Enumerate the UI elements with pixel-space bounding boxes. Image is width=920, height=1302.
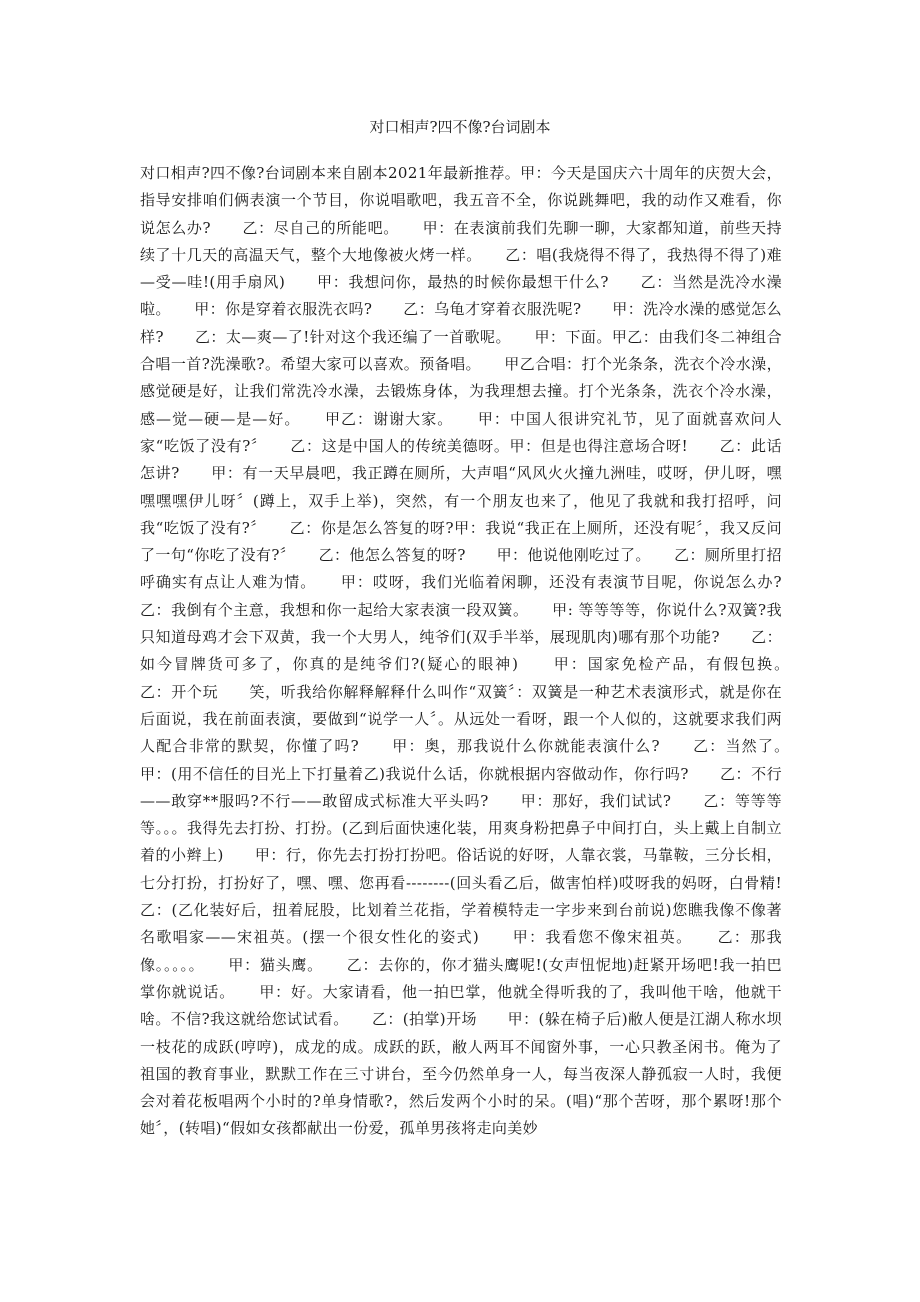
document-body	[140, 160, 813, 1143]
body-paragraph: 对口相声?四不像?台词剧本来自剧本2021年最新推荐。甲：今天是国庆六十周年的庆贺大会，指导安排咱们俩表演一个节目，你说唱歌吧，我五音不全，你说跳舞吧，我的动作又难看，你说怎么办? 乙：尽自己的所能吧。 甲：在表演前我们先聊一聊，大家都知道，前些天持续了十几天的高温天气，整个大地像被火烤一样。 乙：唱(我烧得不得了，我热得不得了)难—受—哇!(用手扇风) 甲：我想问你，最热的时候你最想干什么? 乙：当然是洗冷水澡啦。 甲：你是穿着衣服洗衣吗? 乙：乌龟才穿着衣服洗呢? 甲：洗冷水澡的感觉怎么样? 乙：太—爽—了!针对这个我还编了一首歌呢。 甲：下面。甲乙：由我们冬二神组合合唱一首?洗澡歌?。希望大家可以喜欢。预备唱。 甲乙合唱：打个光条条，洗衣个冷水澡，感觉硬是好，让我们常洗冷水澡，去锻炼身体，为我理想去撞。打个光条条，洗衣个冷水澡，感—觉—硬—是—好。 甲乙：谢谢大家。 甲：中国人很讲究礼节，见了面就喜欢问人家“吃饭了没有?〞 乙：这是中国人的传统美德呀。甲：但是也得注意场合呀! 乙：此话怎讲? 甲：有一天早晨吧，我正蹲在厕所，大声唱“风风火火撞九洲哇，哎呀，伊儿呀，嘿嘿嘿嘿伊儿呀〞(蹲上，双手上举)，突然，有一个朋友也来了，他见了我就和我打招呼，问我“吃饭了没有?〞 乙：你是怎么答复的呀?甲：我说“我正在上厕所，还没有呢〞，我又反问了一句“你吃了没有?〞 乙：他怎么答复的呀? 甲：他说他刚吃过了。 乙：厕所里打招呼确实有点让人难为情。 甲：哎呀，我们光临着闲聊，还没有表演节目呢，你说怎么办? 乙：我倒有个主意，我想和你一起给大家表演一段双簧。 甲: 等等等等，你说什么?双簧?我只知道母鸡才会下双黄，我一个大男人，纯爷们(双手半举，展现肌肉)哪有那个功能? 乙：如今冒牌货可多了，你真的是纯爷们?(疑心的眼神) 甲：国家免检产品，有假包换。 乙：开个玩 笑，听我给你解释解释什么叫作“双簧〞：双簧是一种艺术表演形式，就是你在后面说，我在前面表演，要做到“说学一人〞。从远处一看呀，跟一个人似的，这就要求我们两人配合非常的默契，你懂了吗? 甲：奥，那我说什么你就能表演什么? 乙：当然了。 甲：(用不信任的目光上下打量着乙)我说什么话，你就根据内容做动作，你行吗? 乙：不行——敢穿**服吗?不行——敢留成式标准大平头吗? 甲：那好，我们试试? 乙：等等等等。。。我得先去打扮、打扮。(乙到后面快速化装，用爽身粉把鼻子中间打白，头上戴上自制立着的小辫上) 甲：行，你先去打扮打扮吧。俗话说的好呀，人靠衣裳，马靠鞍，三分长相，七分打扮，打扮好了，嘿、嘿、您再看--------(回头看乙后，做害怕样)哎呀我的妈呀，白骨精! 乙：(乙化装好后，扭着屁股，比划着兰花指，学着模特走一字步来到台前说)您瞧我像不像著名歌唱家——宋祖英。(摆一个很女性化的姿式) 甲：我看您不像宋祖英。 乙：那我像。。。。。 甲：猫头鹰。 乙：去你的，你才猫头鹰呢!(女声忸怩地)赶紧开场吧!我一拍巴掌你就说话。 甲：好。大家请看，他一拍巴掌，他就全得听我的了，我叫他干啥，他就干啥。不信?我这就给您试试看。 乙：(拍掌)开场 甲：(躲在椅子后)敝人便是江湖人称水坝一枝花的成跃(哼哼)，成龙的成。成跃的跃，敝人两耳不闻窗外事，一心只教圣闲书。俺为了祖国的教育事业，默默工作在三寸讲台，至今仍然单身一人，每当夜深人静孤寂一人时，我便会对着花板唱两个小时的?单身情歌?，然后发两个小时的呆。(唱)“那个苦呀，那个累呀!那个她〞，(转唱)“假如女孩都献出一份爱，孤单男孩将走向美妙	[140, 164, 813, 1138]
document-title: 对口相声?四不像?台词剧本	[369, 118, 551, 136]
